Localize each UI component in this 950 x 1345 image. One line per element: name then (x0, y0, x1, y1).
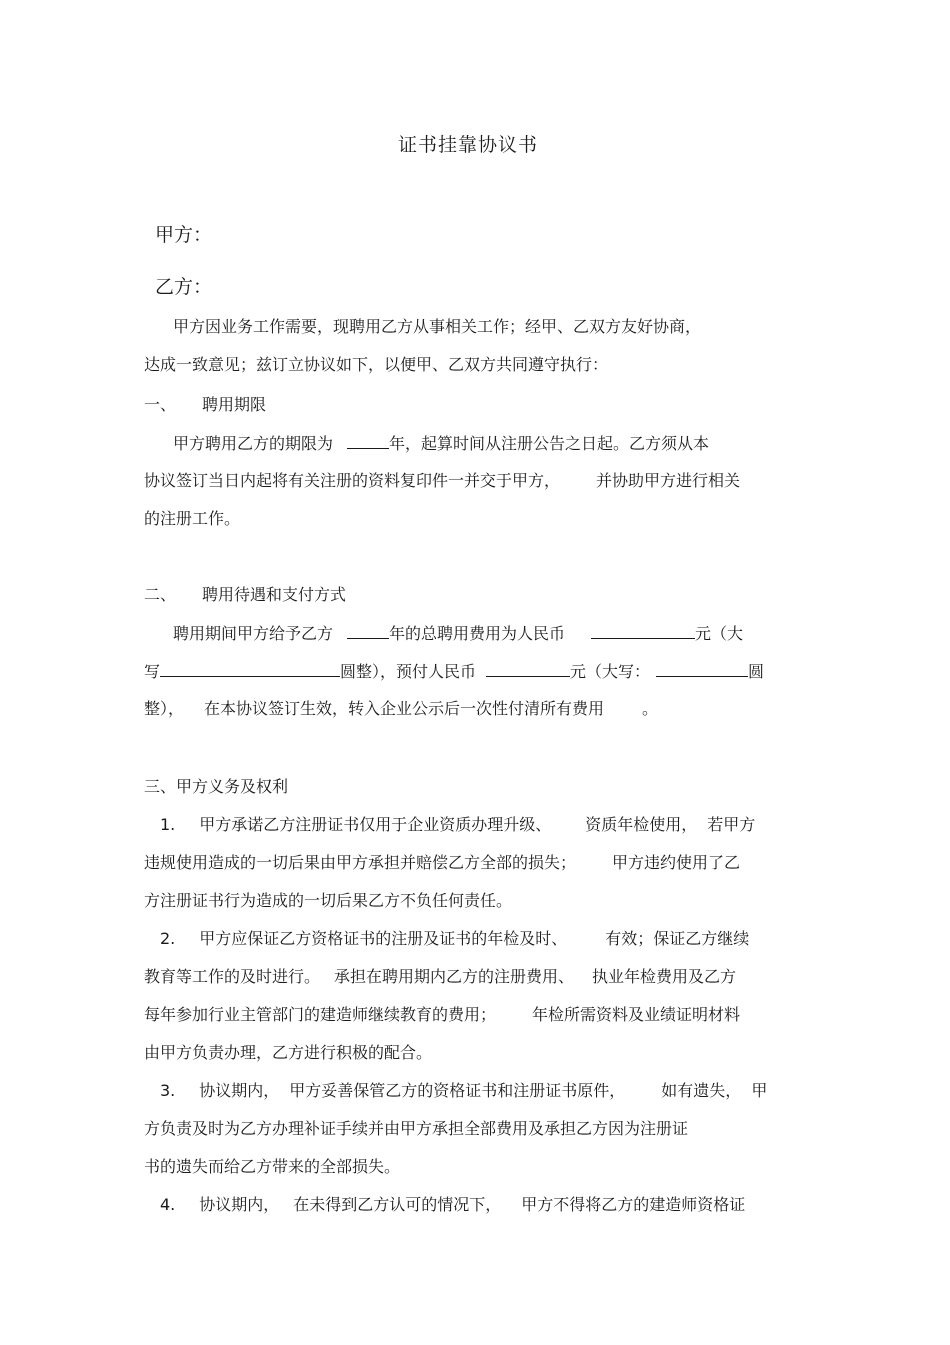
intro-line-2: 达成一致意见；兹订立协议如下，以便甲、乙双方共同遵守执行： (144, 355, 609, 374)
prepayment-uppercase-blank[interactable] (656, 660, 748, 677)
section-2-line-2: 写 圆整），预付人民币 元（大写： 圆 (144, 662, 765, 681)
item-3-line-1: 3. 协议期内， 甲方妥善保管乙方的资格证书和注册证书原件， 如有遗失， 甲 (160, 1081, 768, 1100)
party-b-label: 乙方： (155, 276, 213, 298)
section-1-line-3: 的注册工作。 (144, 509, 241, 528)
section-1-line-2: 协议签订当日内起将有关注册的资料复印件一并交于甲方， 并协助甲方进行相关 (144, 471, 741, 490)
fee-years-blank[interactable] (347, 622, 389, 639)
party-a-label: 甲方： (155, 224, 213, 246)
item-1-number: 1. (160, 815, 176, 834)
section-1-title: 聘用期限 (202, 395, 267, 414)
total-fee-blank[interactable] (591, 622, 695, 639)
item-4-number: 4. (160, 1195, 176, 1214)
section-2-heading (144, 584, 346, 606)
item-3-line-2: 方负责及时为乙方办理补证手续并由甲方承担全部费用及承担乙方因为注册证 (144, 1119, 689, 1138)
prepayment-blank[interactable] (486, 660, 570, 677)
item-1-line-1: 1. 甲方承诺乙方注册证书仅用于企业资质办理升级、 资质年检使用， 若甲方 (160, 815, 756, 834)
section-3-heading: 三、甲方义务及权利 (144, 777, 289, 796)
intro-line-1: 甲方因业务工作需要，现聘用乙方从事相关工作；经甲、乙双方友好协商， (173, 317, 702, 336)
item-2-line-1: 2. 甲方应保证乙方资格证书的注册及证书的年检及时、 有效；保证乙方继续 (160, 929, 750, 948)
document-title: 证书挂靠协议书 (397, 134, 538, 156)
term-years-blank[interactable] (347, 432, 389, 449)
section-1-number: 一、 (144, 395, 177, 414)
section-2-line-3: 整）， 在本协议签订生效，转入企业公示后一次性付清所有费用 。 (144, 699, 659, 718)
section-2-title: 聘用待遇和支付方式 (202, 585, 347, 604)
item-1-line-3: 方注册证书行为造成的一切后果乙方不负任何责任。 (144, 891, 513, 910)
section-2-line-1: 聘用期间甲方给予乙方 年的总聘用费用为人民币 元（大 (173, 624, 744, 643)
item-2-line-2: 教育等工作的及时进行。 承担在聘用期内乙方的注册费用、 执业年检费用及乙方 (144, 967, 737, 986)
item-3-line-3: 书的遗失而给乙方带来的全部损失。 (144, 1157, 401, 1176)
section-1-line-1: 甲方聘用乙方的期限为 年，起算时间从注册公告之日起。乙方须从本 (173, 434, 710, 453)
item-2-line-4: 由甲方负责办理，乙方进行积极的配合。 (144, 1043, 433, 1062)
section-2-number: 二、 (144, 585, 177, 604)
item-1-line-2: 违规使用造成的一切后果由甲方承担并赔偿乙方全部的损失； 甲方违约使用了乙 (144, 853, 741, 872)
item-2-line-3: 每年参加行业主管部门的建造师继续教育的费用； 年检所需资料及业绩证明材料 (144, 1005, 741, 1024)
section-1-heading (144, 394, 266, 416)
item-4-line-1: 4. 协议期内， 在未得到乙方认可的情况下， 甲方不得将乙方的建造师资格证 (160, 1195, 746, 1214)
total-fee-uppercase-blank[interactable] (160, 660, 340, 677)
item-2-number: 2. (160, 929, 176, 948)
item-3-number: 3. (160, 1081, 176, 1100)
